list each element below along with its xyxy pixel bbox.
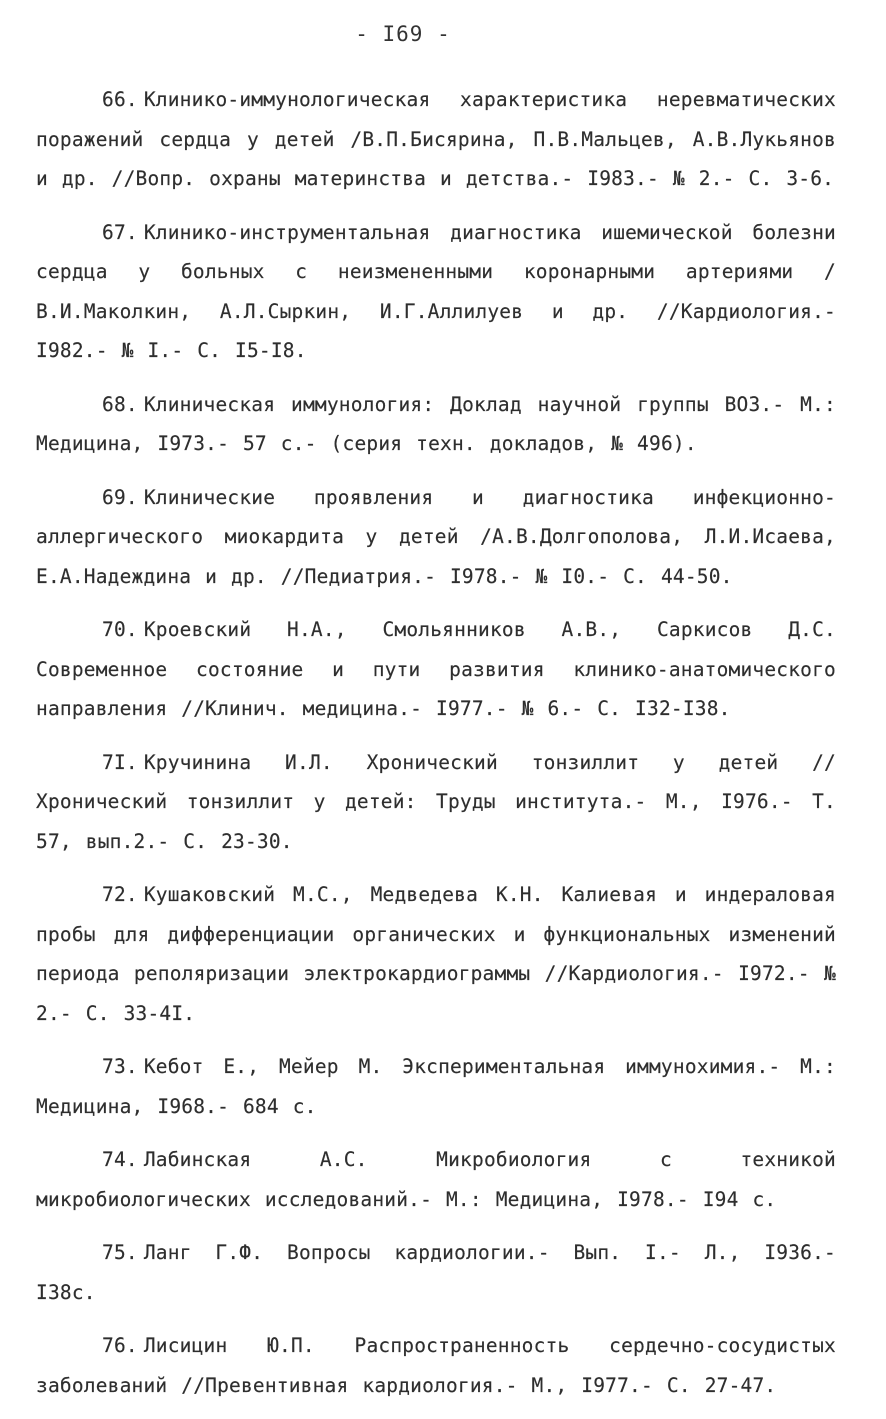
- reference-item: [36, 1140, 836, 1219]
- reference-number: 74.: [102, 1148, 138, 1171]
- reference-number: 7I.: [102, 750, 138, 774]
- reference-item: [36, 1047, 836, 1126]
- reference-number: 68.: [102, 392, 138, 416]
- reference-item: [36, 1233, 836, 1312]
- reference-number: 69.: [102, 485, 138, 509]
- page-number: - I69 -: [355, 22, 451, 46]
- reference-item: [36, 213, 836, 371]
- reference-item: [36, 478, 836, 597]
- reference-item: [36, 875, 836, 1033]
- reference-text: Клинико-инструментальная диагностика ишемической болезни сердца у больных с неизмененными коронарными артериями /В.И.Маколкин, А.Л.Сыркин, И.Г.Аллилуев и др. //Кардиология.- I982.- № I.- С. I5-I8.: [36, 220, 836, 362]
- reference-number: 76.: [102, 1334, 138, 1357]
- reference-item: [36, 385, 836, 464]
- reference-text: Лисицин Ю.П. Распространенность сердечно-сосудистых заболеваний //Превентивная кардиология.- М., I977.- С. 27-47.: [36, 1334, 836, 1397]
- reference-text: Кроевский Н.А., Смольянников А.В., Саркисов Д.С. Современное состояние и пути развития клинико-анатомического направления //Клинич. медицина.- I977.- № 6.- С. I32-I38.: [36, 618, 836, 720]
- reference-text: Клинико-иммунологическая характеристика неревматических поражений сердца у детей /В.П.Бисярина, П.В.Мальцев, А.В.Лукьянов и др. //Вопр. охраны материнства и детства.- I983.- № 2.- С. 3-6.: [36, 88, 836, 190]
- reference-number: 75.: [102, 1241, 138, 1264]
- reference-number: 67.: [102, 220, 138, 244]
- reference-text: Клинические проявления и диагностика инфекционно-аллергического миокардита у детей /А.В.Долгополова, Л.И.Исаева, Е.А.Надеждина и др. //Педиатрия.- I978.- № I0.- С. 44-50.: [36, 485, 836, 588]
- reference-text: Кручинина И.Л. Хронический тонзиллит у детей //Хронический тонзиллит у детей: Труды института.- М., I976.- Т. 57, вып.2.- С. 23-30.: [36, 750, 836, 853]
- reference-item: [36, 610, 836, 729]
- reference-text: Кебот Е., Мейер М. Экспериментальная иммунохимия.- М.: Медицина, I968.- 684 с.: [36, 1055, 836, 1118]
- reference-text: Ланг Г.Ф. Вопросы кардиологии.- Вып. I.- Л., I936.- I38с.: [36, 1241, 836, 1304]
- reference-number: 70.: [102, 618, 138, 641]
- reference-number: 72.: [102, 883, 138, 906]
- reference-text: Кушаковский М.С., Медведева К.Н. Калиевая и индераловая пробы для дифференциации органических и функциональных изменений периода реполяризации электрокардиограммы //Кардиология.- I972.- № 2.- С. 33-4I.: [36, 883, 836, 1025]
- reference-list: [36, 80, 836, 1419]
- reference-text: Лабинская А.С. Микробиология с техникой микробиологических исследований.- М.: Медицина, I978.- I94 с.: [36, 1148, 836, 1211]
- reference-text: Клиническая иммунология: Доклад научной группы ВОЗ.- М.: Медицина, I973.- 57 с.- (серия техн. докладов, № 496).: [36, 392, 836, 455]
- reference-number: 73.: [102, 1055, 138, 1078]
- reference-item: [36, 743, 836, 862]
- reference-item: [36, 1326, 836, 1405]
- reference-number: 66.: [102, 88, 138, 111]
- reference-item: [36, 80, 836, 199]
